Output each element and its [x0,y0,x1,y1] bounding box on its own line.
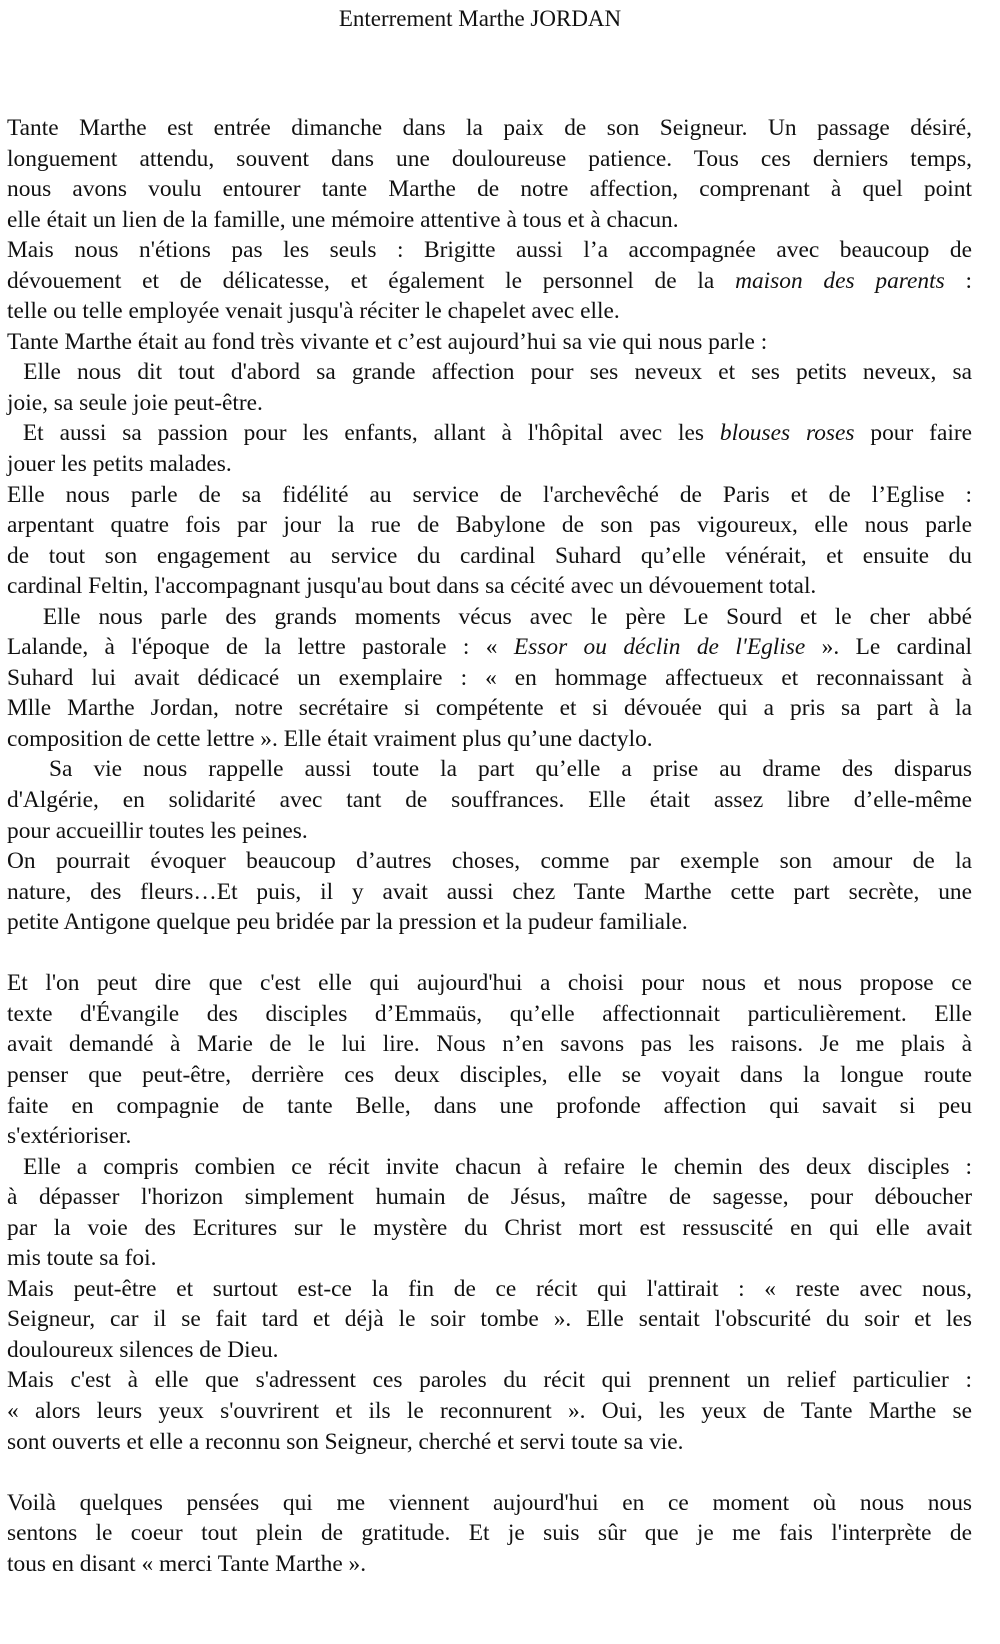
paragraph [7,357,972,418]
text-segment: elle était un lien de la famille, une mémoire attentive à tous et à chacun. [7,206,679,233]
paragraph [7,327,972,358]
text-segment: tous en disant « merci Tante Marthe ». [7,1550,367,1577]
text-segment: Elle nous parle de sa fidélité au service de l'archevêché de Paris et de l’Eglise : [7,481,972,508]
paragraph-spacer [7,1457,972,1488]
text-line [7,144,972,175]
text-segment: douloureux silences de Dieu. [7,1336,279,1363]
text-segment: de tout son engagement au service du cardinal Suhard qu’elle vénérait, et ensuite du [7,542,972,569]
text-line [7,174,972,205]
paragraph [7,235,972,327]
document-title: Enterrement Marthe JORDAN [338,6,622,31]
text-line [7,357,972,388]
text-segment: penser que peut-être, derrière ces deux disciples, elle se voyait dans la longue route [7,1061,972,1088]
text-line [7,296,972,327]
text-line [7,907,972,938]
italic-text: maison des parents [735,267,945,294]
text-segment: Tante Marthe est entrée dimanche dans la paix de son Seigneur. Un passage désiré, [7,115,972,141]
italic-text: Essor ou déclin de l'Eglise [513,634,806,661]
paragraph [7,602,972,755]
text-line [7,968,972,999]
text-line [7,1091,972,1122]
text-segment: Suhard lui avait dédicacé un exemplaire : « en hommage affectueux et reconnaissant à [7,664,972,691]
text-line [7,235,972,266]
text-line [7,693,972,724]
text-line [7,541,972,572]
text-line [7,571,972,602]
paragraph [7,480,972,602]
text-line [7,388,972,419]
text-line [7,1549,972,1580]
text-segment: Voilà quelques pensées qui me viennent aujourd'hui en ce moment où nous nous [7,1489,972,1516]
text-segment: ». Le cardinal [805,634,972,661]
text-line [7,1304,972,1335]
text-segment: faite en compagnie de tante Belle, dans une profonde affection qui savait si peu [7,1092,972,1119]
text-segment: Elle a compris combien ce récit invite chacun à refaire le chemin des deux disciples : [7,1153,972,1180]
text-line [7,113,972,144]
text-line [7,1182,972,1213]
text-segment: pour accueillir toutes les peines. [7,817,308,844]
text-line [7,1213,972,1244]
text-line [7,205,972,236]
text-segment: Et l'on peut dire que c'est elle qui aujourd'hui a choisi pour nous et nous propose ce [7,970,972,997]
text-segment: pour faire [854,420,972,447]
text-segment: Mais peut-être et surtout est-ce la fin de ce récit qui l'attirait : « reste avec nous, [7,1275,972,1302]
text-segment: s'extérioriser. [7,1123,132,1150]
text-line [7,877,972,908]
text-segment: texte d'Évangile des disciples d’Emmaüs, qu’elle affectionnait particulièrement. Elle [7,1000,972,1027]
text-line [7,1335,972,1366]
text-segment: Elle nous dit tout d'abord sa grande affection pour ses neveux et ses petits neveux, sa [7,359,972,386]
paragraph-spacer [7,938,972,969]
text-line [7,1152,972,1183]
text-segment: Sa vie nous rappelle aussi toute la part qu’elle a prise au drame des disparus [7,756,972,783]
text-segment: longuement attendu, souvent dans une douloureuse patience. Tous ces derniers temps, [7,145,972,172]
text-segment: telle ou telle employée venait jusqu'à réciter le chapelet avec elle. [7,298,620,325]
text-segment: nature, des fleurs…Et puis, il y avait aussi chez Tante Marthe cette part secrète, une [7,878,972,905]
text-line [7,785,972,816]
text-segment: cardinal Feltin, l'accompagnant jusqu'au bout dans sa cécité avec un dévouement total. [7,573,817,600]
text-segment: Mais nous n'étions pas les seuls : Brigitte aussi l’a accompagnée avec beaucoup de [7,237,972,264]
text-segment: Et aussi sa passion pour les enfants, allant à l'hôpital avec les [7,420,720,447]
text-line [7,510,972,541]
text-segment: dévouement et de délicatesse, et également le personnel de la [7,267,736,294]
paragraph [7,113,972,235]
text-segment: Mlle Marthe Jordan, notre secrétaire si compétente et si dévouée qui a pris sa part à la [7,695,972,722]
text-line [7,999,972,1030]
text-segment: On pourrait évoquer beaucoup d’autres choses, comme par exemple son amour de la [7,848,972,875]
text-segment: à dépasser l'horizon simplement humain de Jésus, maître de sagesse, pour déboucher [7,1184,972,1211]
paragraph [7,754,972,846]
text-line [7,1365,972,1396]
text-segment: arpentant quatre fois par jour la rue de Babylone de son pas vigoureux, elle nous parle [7,512,972,539]
paragraph [7,1365,972,1457]
italic-text: blouses roses [719,420,855,447]
text-line [7,754,972,785]
text-segment: Elle nous parle des grands moments vécus avec le père Le Sourd et le cher abbé [7,603,972,630]
text-line [7,1274,972,1305]
text-line [7,724,972,755]
text-segment: composition de cette lettre ». Elle était vraiment plus qu’une dactylo. [7,725,653,752]
text-line [7,663,972,694]
text-segment: joie, sa seule joie peut-être. [7,389,263,416]
text-segment: Mais c'est à elle que s'adressent ces paroles du récit qui prennent un relief particulier : [7,1367,972,1394]
paragraph [7,1274,972,1366]
paragraph [7,1488,972,1580]
text-line [7,1243,972,1274]
text-segment: petite Antigone quelque peu bridée par la pression et la pudeur familiale. [7,909,688,936]
text-segment: sont ouverts et elle a reconnu son Seigneur, cherché et servi toute sa vie. [7,1428,684,1455]
paragraph [7,968,972,1151]
paragraph [7,846,972,938]
text-line [7,449,972,480]
text-line [7,1488,972,1519]
text-line [7,1396,972,1427]
text-segment: par la voie des Ecritures sur le mystère du Christ mort est ressuscité en qui elle avait [7,1214,972,1241]
text-line [7,1518,972,1549]
text-segment: Seigneur, car il se fait tard et déjà le soir tombe ». Elle sentait l'obscurité du soir et les [7,1306,972,1333]
text-line [7,327,972,358]
text-segment: nous avons voulu entourer tante Marthe de notre affection, comprenant à quel point [7,176,972,203]
text-line [7,266,972,297]
text-segment: d'Algérie, en solidarité avec tant de souffrances. Elle était assez libre d’elle-même [7,787,972,814]
text-line [7,816,972,847]
paragraph [7,1152,972,1274]
text-line [7,1427,972,1458]
text-segment: « alors leurs yeux s'ouvrirent et ils le reconnurent ». Oui, les yeux de Tante Marthe se [7,1397,972,1424]
paragraph [7,418,972,479]
text-line [7,1029,972,1060]
text-segment: jouer les petits malades. [7,451,232,478]
text-segment: Lalande, à l'époque de la lettre pastorale : « [7,634,514,661]
text-line [7,418,972,449]
text-line [7,602,972,633]
text-line [7,846,972,877]
text-line [7,1121,972,1152]
text-segment: Tante Marthe était au fond très vivante et c’est aujourd’hui sa vie qui nous parle : [7,328,768,355]
text-line [7,480,972,511]
text-segment: : [944,267,972,294]
document-body [7,113,972,1579]
text-segment: avait demandé à Marie de le lui lire. Nous n’en savons pas les raisons. Je me plais à [7,1031,972,1058]
text-line [7,1060,972,1091]
text-line [7,632,972,663]
text-segment: sentons le coeur tout plein de gratitude. Et je suis sûr que je me fais l'interprète de [7,1520,972,1547]
text-segment: mis toute sa foi. [7,1245,157,1272]
